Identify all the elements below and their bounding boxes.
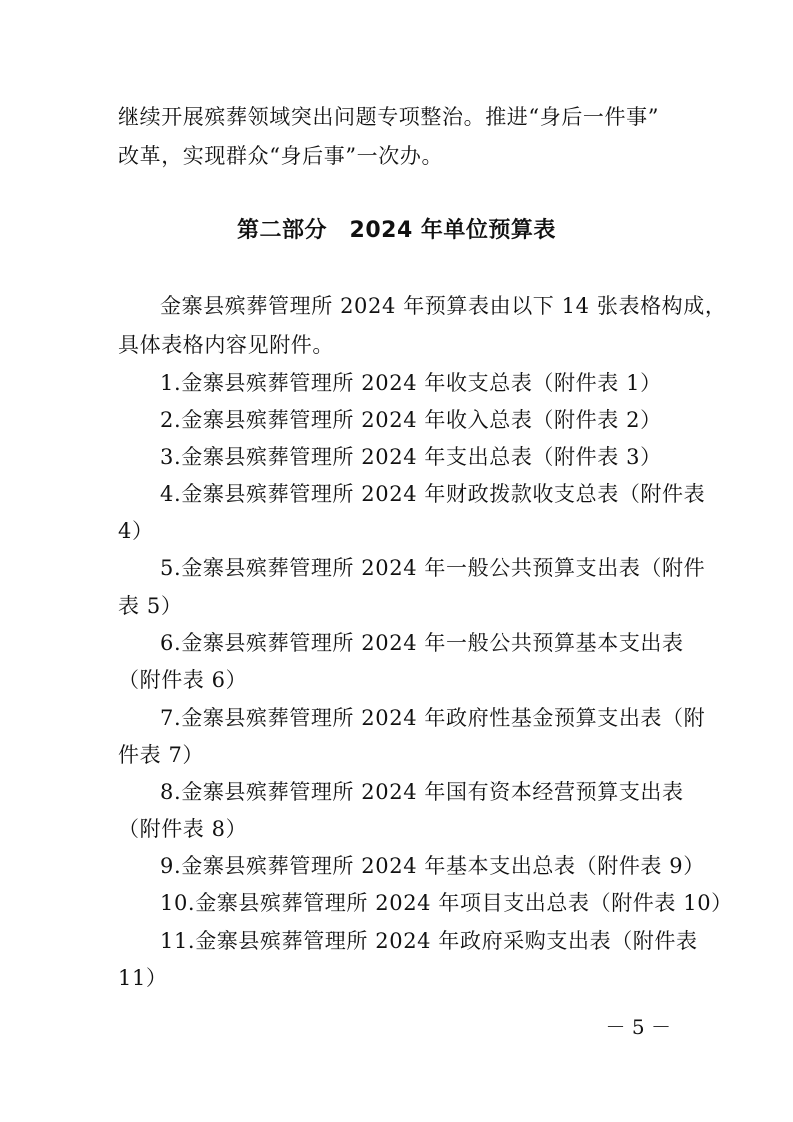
list-item-6-continued: （附件表 6）: [118, 668, 248, 692]
section-title: 第二部分 2024 年单位预算表: [237, 218, 556, 243]
list-item-8-continued: （附件表 8）: [118, 817, 248, 841]
list-item-5-continued: 表 5）: [118, 594, 183, 618]
intro-line-1: 继续开展殡葬领域突出问题专项整治。推进“身后一件事”: [118, 105, 660, 129]
list-item-4-continued: 4）: [118, 519, 154, 543]
list-item-9: 9.金寨县殡葬管理所 2024 年基本支出总表（附件表 9）: [160, 854, 705, 878]
list-item-11-continued: 11）: [118, 966, 168, 990]
list-item-4: 4.金寨县殡葬管理所 2024 年财政拨款收支总表（附件表: [160, 482, 706, 506]
list-item-7-continued: 件表 7）: [118, 743, 205, 767]
page-number: － 5 －: [605, 1015, 671, 1039]
list-item-8: 8.金寨县殡葬管理所 2024 年国有资本经营预算支出表: [160, 780, 684, 804]
list-item-10: 10.金寨县殡葬管理所 2024 年项目支出总表（附件表 10）: [160, 891, 733, 915]
list-item-5: 5.金寨县殡葬管理所 2024 年一般公共预算支出表（附件: [160, 556, 706, 580]
list-item-3: 3.金寨县殡葬管理所 2024 年支出总表（附件表 3）: [160, 445, 662, 469]
list-item-1: 1.金寨县殡葬管理所 2024 年收支总表（附件表 1）: [160, 371, 662, 395]
intro-line-2: 改革，实现群众“身后事”一次办。: [118, 144, 444, 168]
list-item-6: 6.金寨县殡葬管理所 2024 年一般公共预算基本支出表: [160, 631, 684, 655]
list-item-7: 7.金寨县殡葬管理所 2024 年政府性基金预算支出表（附: [160, 706, 706, 730]
list-item-2: 2.金寨县殡葬管理所 2024 年收入总表（附件表 2）: [160, 408, 662, 432]
description-line-1: 金寨县殡葬管理所 2024 年预算表由以下 14 张表格构成，: [160, 294, 727, 318]
list-item-11: 11.金寨县殡葬管理所 2024 年政府采购支出表（附件表: [160, 929, 698, 953]
description-line-2: 具体表格内容见附件。: [118, 333, 334, 357]
